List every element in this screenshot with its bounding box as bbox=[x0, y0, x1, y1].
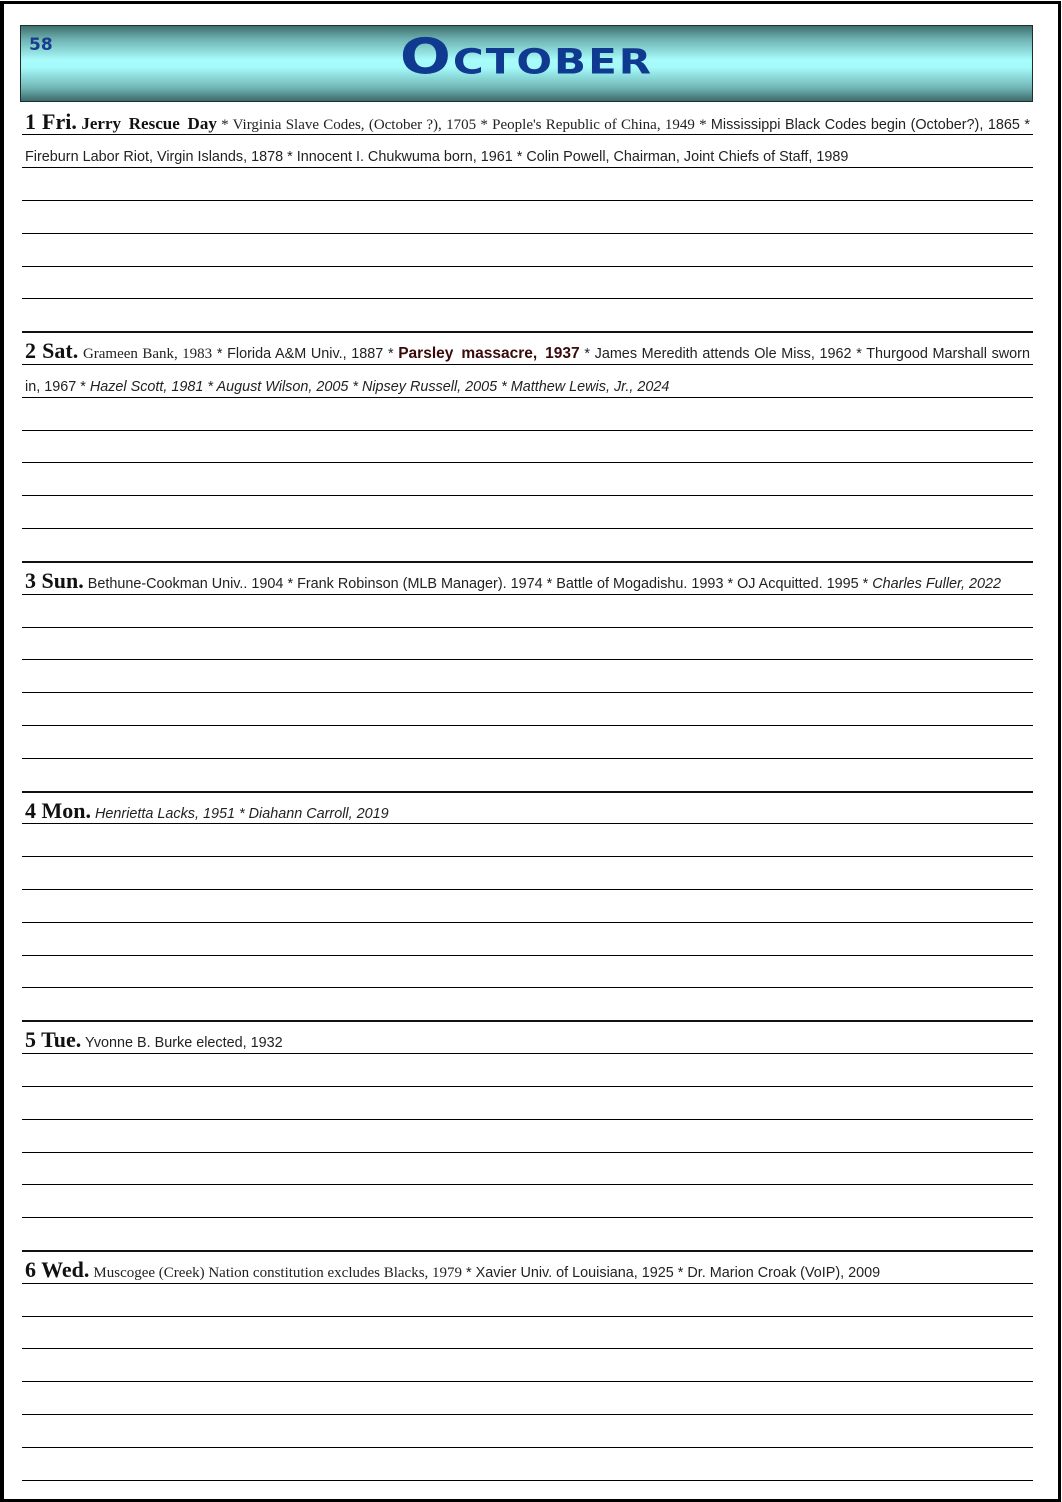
entry-separator: * bbox=[512, 149, 527, 166]
event-entry: Thurgood Marshall sworn in, 1967 bbox=[25, 346, 1030, 395]
writing-line bbox=[22, 889, 1033, 890]
day-section bbox=[22, 1250, 1033, 1480]
writing-line bbox=[22, 987, 1033, 988]
entry-separator: * bbox=[216, 116, 233, 133]
month-banner bbox=[20, 25, 1033, 102]
event-entry: Matthew Lewis, Jr., 2024 bbox=[510, 378, 670, 395]
entry-separator: * bbox=[235, 805, 249, 822]
day-section bbox=[22, 102, 1033, 332]
day-entry-text bbox=[25, 335, 1030, 404]
page-number: 58 bbox=[29, 35, 53, 55]
writing-line bbox=[22, 1152, 1033, 1153]
day-label: 1 Fri. bbox=[25, 108, 77, 134]
event-entry: Xavier Univ. of Louisiana, 1925 bbox=[475, 1265, 674, 1281]
event-entry: Henrietta Lacks, 1951 bbox=[95, 805, 235, 822]
writing-line bbox=[22, 627, 1033, 628]
entry-separator: * bbox=[283, 149, 297, 166]
entry-separator: * bbox=[383, 346, 399, 363]
event-entry: Dr. Marion Croak (VoIP), 2009 bbox=[687, 1265, 881, 1281]
writing-line bbox=[22, 1086, 1033, 1087]
event-entry: Muscogee (Creek) Nation constitution excludes Blacks, 1979 bbox=[93, 1265, 463, 1281]
writing-line bbox=[22, 1414, 1033, 1415]
event-entry: Florida A&M Univ., 1887 bbox=[227, 346, 384, 363]
writing-line bbox=[22, 266, 1033, 267]
writing-line bbox=[22, 922, 1033, 923]
writing-line bbox=[22, 1480, 1033, 1481]
entry-separator: * bbox=[542, 575, 557, 592]
event-entry: Nipsey Russell, 2005 bbox=[361, 378, 498, 395]
event-entry: Charles Fuller, 2022 bbox=[872, 575, 1002, 592]
writing-line bbox=[22, 856, 1033, 857]
writing-line bbox=[22, 462, 1033, 463]
writing-line bbox=[22, 1119, 1033, 1120]
day-entry-text bbox=[25, 106, 1030, 175]
entry-separator: * bbox=[212, 346, 228, 363]
event-entry: Fireburn Labor Riot, Virgin Islands, 1878 bbox=[25, 149, 284, 166]
day-entry-text bbox=[25, 795, 1030, 831]
event-entry: James Meredith attends Ole Miss, 1962 bbox=[594, 346, 852, 363]
writing-line bbox=[22, 495, 1033, 496]
writing-line bbox=[22, 200, 1033, 201]
month-title: October bbox=[399, 28, 654, 86]
event-entry: Bethune-Cookman Univ.. 1904 bbox=[87, 575, 284, 592]
entry-separator: * bbox=[348, 378, 362, 395]
entry-separator: * bbox=[673, 1265, 688, 1281]
writing-line bbox=[22, 1348, 1033, 1349]
event-entry: Frank Robinson (MLB Manager). 1974 bbox=[297, 575, 543, 592]
writing-line bbox=[22, 298, 1033, 299]
entry-separator: * bbox=[497, 378, 511, 395]
event-entry: Battle of Mogadishu. 1993 bbox=[556, 575, 724, 592]
event-entry: Grameen Bank, 1983 bbox=[82, 346, 213, 363]
section-divider bbox=[22, 1020, 1033, 1022]
section-divider bbox=[22, 791, 1033, 793]
event-entry: Hazel Scott, 1981 bbox=[89, 378, 204, 395]
day-section bbox=[22, 331, 1033, 561]
entry-separator: * bbox=[462, 1265, 476, 1281]
entry-separator: * bbox=[476, 116, 493, 133]
writing-line bbox=[22, 692, 1033, 693]
day-section bbox=[22, 561, 1033, 791]
day-entry-text bbox=[25, 1024, 1030, 1060]
writing-line bbox=[22, 955, 1033, 956]
day-section bbox=[22, 791, 1033, 1021]
day-label: 5 Tue. bbox=[25, 1027, 82, 1053]
event-entry: Mississippi Black Codes begin (October?), 1865 bbox=[710, 116, 1020, 133]
event-entry: Colin Powell, Chairman, Joint Chiefs of Staff, 1989 bbox=[526, 149, 849, 166]
event-entry: Yvonne B. Burke elected, 1932 bbox=[85, 1035, 283, 1052]
event-entry: Virginia Slave Codes, (October ?), 1705 bbox=[232, 116, 477, 133]
event-entry: August Wilson, 2005 bbox=[216, 378, 349, 395]
writing-line bbox=[22, 1316, 1033, 1317]
day-label: 4 Mon. bbox=[25, 797, 91, 823]
entry-separator: * bbox=[76, 378, 90, 395]
event-entry: Innocent I. Chukwuma born, 1961 bbox=[296, 149, 513, 166]
day-label: 3 Sun. bbox=[25, 567, 84, 593]
section-divider bbox=[22, 1250, 1033, 1252]
day-entry-text bbox=[25, 1254, 1030, 1290]
entry-separator: * bbox=[723, 575, 738, 592]
entry-separator: * bbox=[1019, 116, 1031, 133]
writing-line bbox=[22, 659, 1033, 660]
day-section bbox=[22, 1020, 1033, 1250]
entry-separator: * bbox=[203, 378, 217, 395]
entry-separator: * bbox=[694, 116, 711, 133]
writing-line bbox=[22, 430, 1033, 431]
entry-separator: * bbox=[851, 346, 867, 363]
event-entry: Diahann Carroll, 2019 bbox=[248, 805, 389, 822]
day-entry-text bbox=[25, 565, 1030, 601]
writing-line bbox=[22, 758, 1033, 759]
writing-line bbox=[22, 528, 1033, 529]
writing-line bbox=[22, 1381, 1033, 1382]
day-label: 6 Wed. bbox=[25, 1257, 90, 1282]
event-entry: OJ Acquitted. 1995 bbox=[737, 575, 859, 592]
writing-line bbox=[22, 1217, 1033, 1218]
writing-line bbox=[22, 233, 1033, 234]
entry-separator: * bbox=[283, 575, 298, 592]
event-entry: Jerry Rescue Day bbox=[81, 113, 217, 133]
entry-separator: * bbox=[579, 346, 595, 363]
entry-separator: * bbox=[858, 575, 873, 592]
section-divider bbox=[22, 561, 1033, 563]
event-entry: Parsley massacre, 1937 bbox=[398, 345, 580, 363]
writing-line bbox=[22, 1447, 1033, 1448]
day-label: 2 Sat. bbox=[25, 338, 79, 364]
event-entry: People's Republic of China, 1949 bbox=[492, 116, 695, 133]
section-divider bbox=[22, 331, 1033, 333]
writing-line bbox=[22, 725, 1033, 726]
writing-line bbox=[22, 1184, 1033, 1185]
